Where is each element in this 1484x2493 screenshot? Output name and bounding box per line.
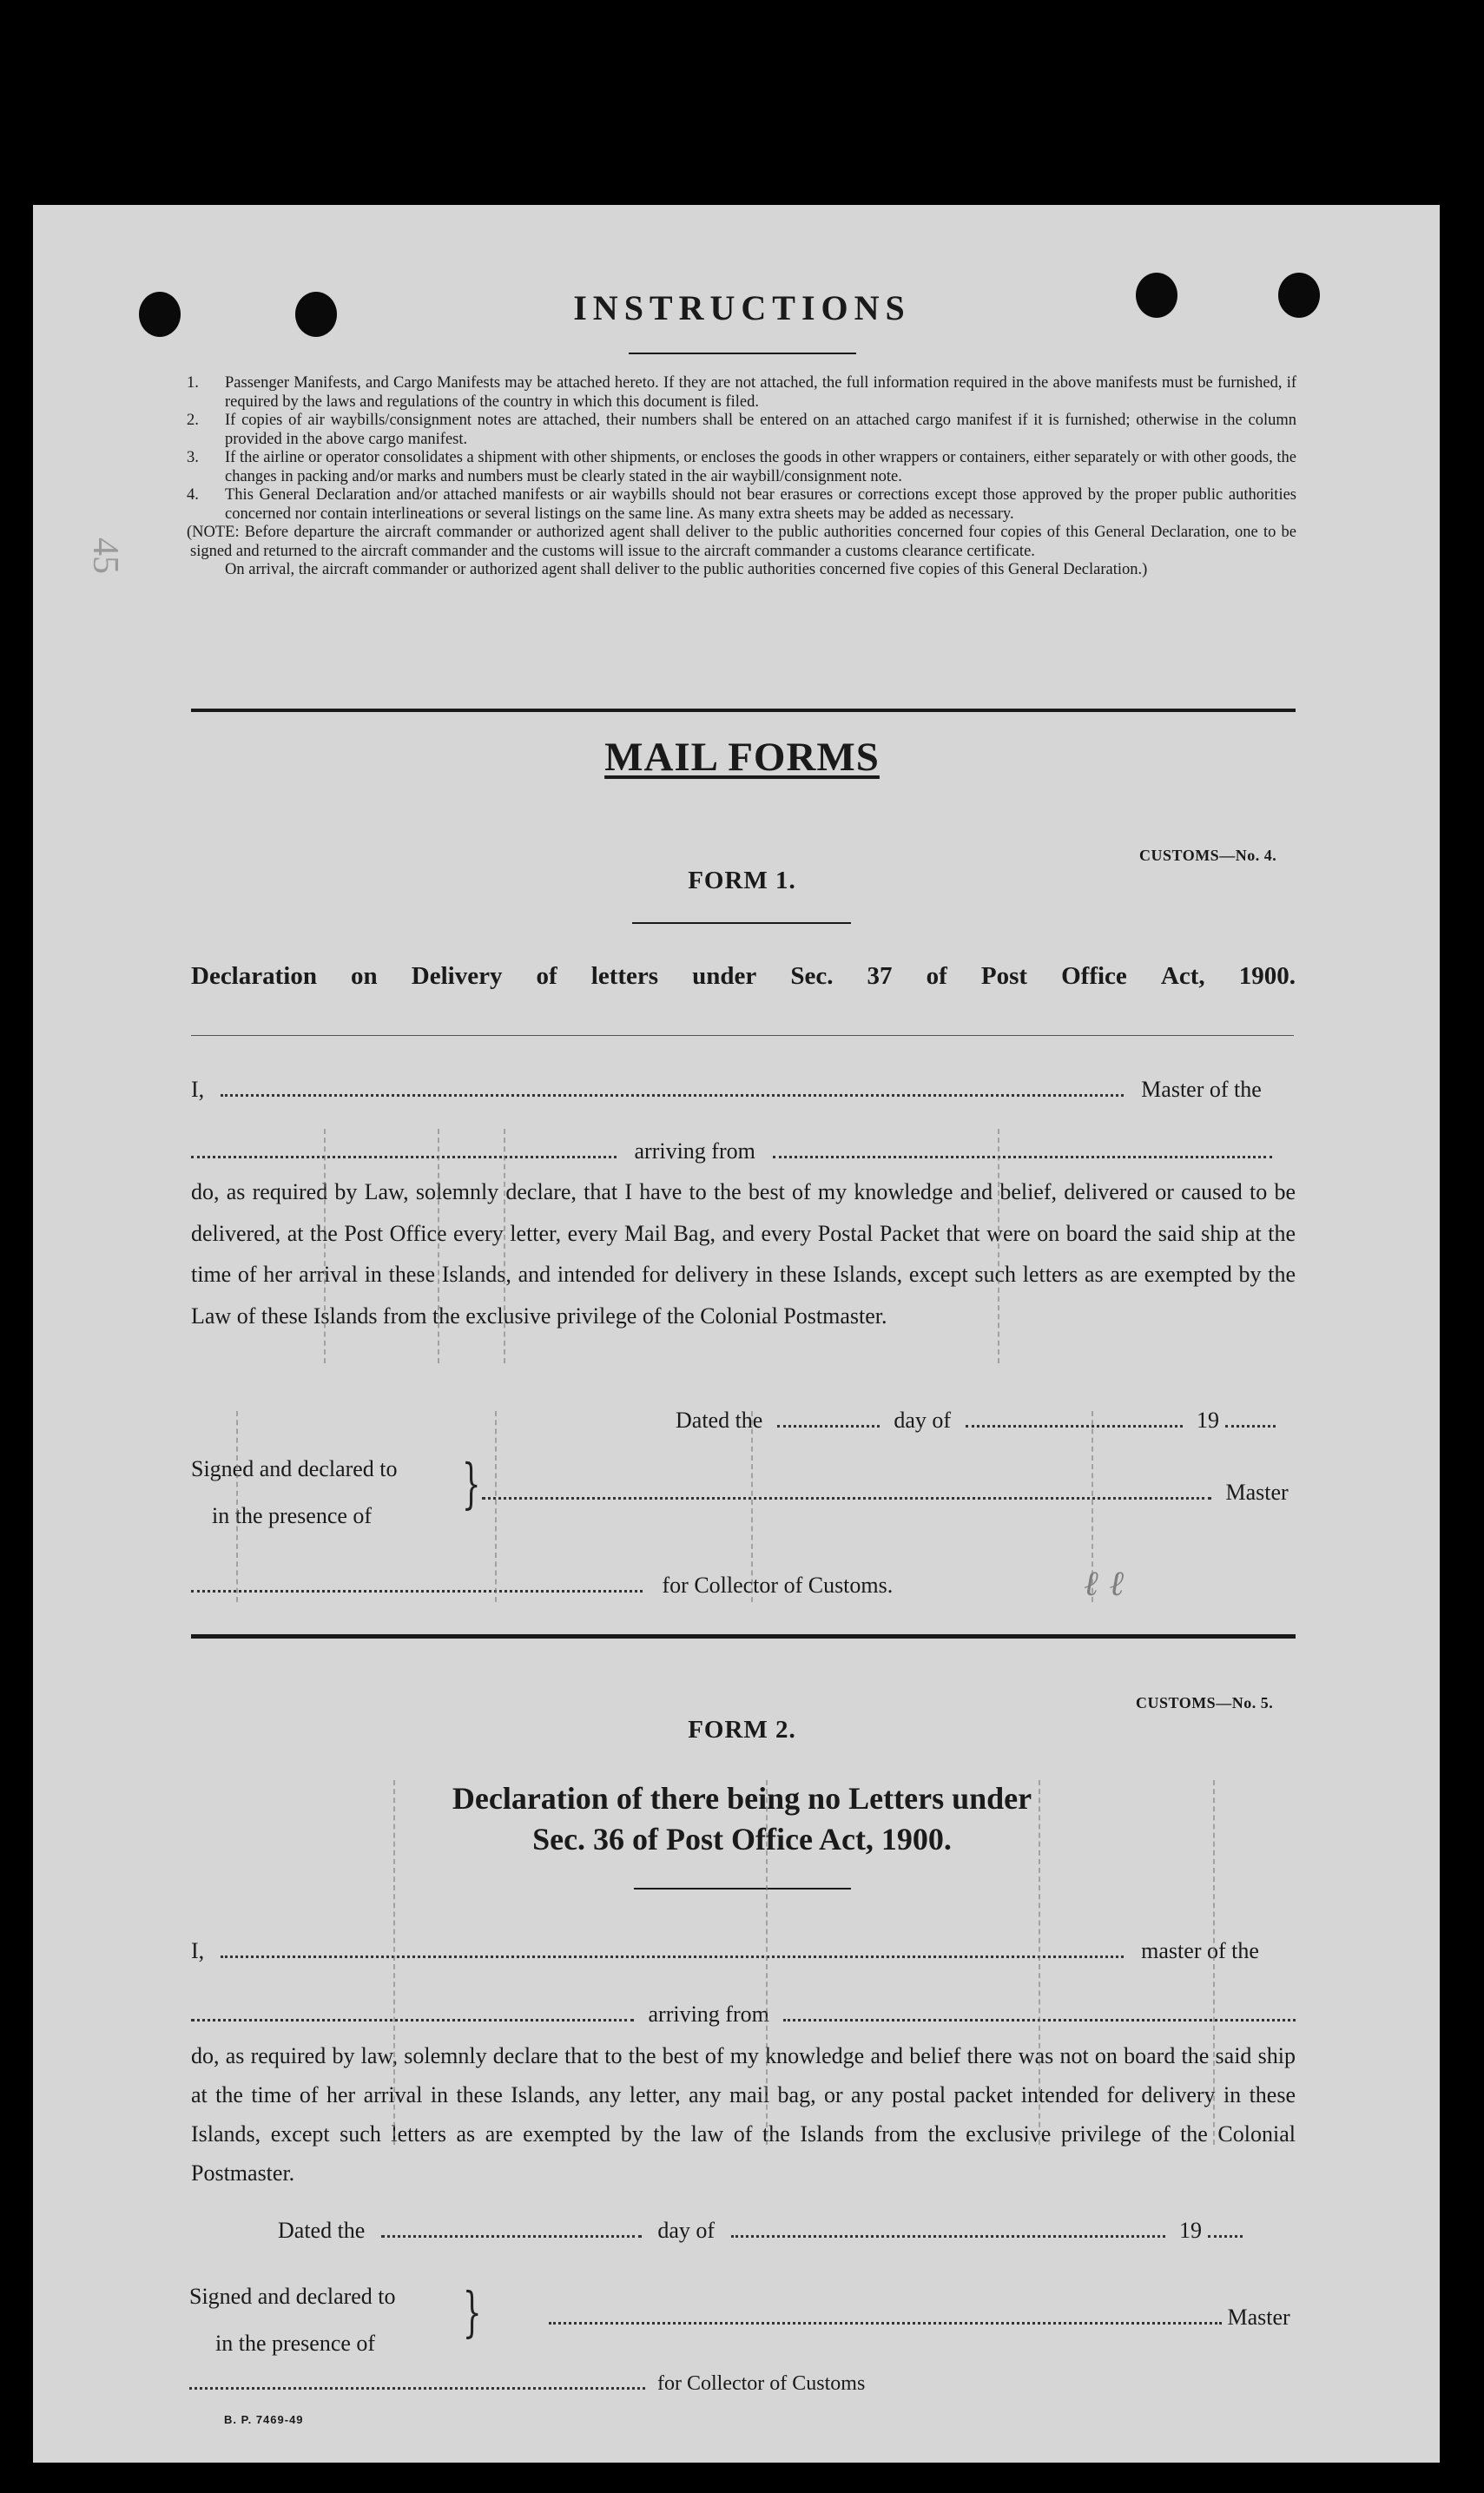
instruction-item: 1. Passenger Manifests, and Cargo Manifests may be attached hereto. If they are not attached, the full information required in the above manifests must be furnished, if required by the laws and regulations of the country in which this document is filed.	[187, 374, 1296, 411]
scan-guide-line	[766, 1780, 768, 2145]
form2-declaration-title: Declaration of there being no Letters under Sec. 36 of Post Office Act, 1900.	[452, 1781, 1032, 1857]
form1-date-day-field[interactable]	[777, 1416, 880, 1428]
form2-heading-rule	[634, 1888, 851, 1890]
form2-dated-line: Dated the day of 19	[278, 2218, 1243, 2244]
form1-arriving-line: arriving from	[191, 1138, 1296, 1164]
form1-presence-label: in the presence of	[212, 1503, 373, 1528]
instruction-item: 4. This General Declaration and/or attached manifests or air waybills should not bear erasures or corrections except those approved by the proper public authorities concerned nor contain interlineations or several listings on the same line. As many extra sheets may be added as necessary.	[187, 486, 1296, 523]
form2-ship-field[interactable]	[191, 2010, 634, 2021]
scan-guide-line	[236, 1411, 238, 1602]
form1-collector-field[interactable]	[191, 1581, 643, 1593]
form2-master-field[interactable]	[549, 2313, 1222, 2325]
scan-guide-line	[1213, 1780, 1215, 2145]
form-divider	[191, 1634, 1296, 1639]
form2-brace: }	[462, 2280, 482, 2344]
margin-number: 45	[85, 538, 125, 574]
scan-guide-line	[324, 1129, 326, 1363]
form1-date-month-field[interactable]	[966, 1416, 1183, 1428]
form2-master-line: Master	[549, 2305, 1290, 2331]
form1-master-line: Master	[482, 1480, 1289, 1506]
printer-code: B. P. 7469-49	[224, 2413, 304, 2426]
form2-customs-number: CUSTOMS—No. 5.	[1136, 1694, 1274, 1711]
form1-paragraph: do, as required by Law, solemnly declare, that I have to the best of my knowledge and belief, delivered or caused to be delivered, at the Post Office every letter, every Mail Bag, and every Postal Packet that were on board the said ship at the time of her arrival in these Islands, and intended for delivery in these Islands, except such letters as are exempted by the Law of these Islands from the exclusive privilege of the Colonial Postmaster.	[191, 1179, 1296, 1329]
form2-year-field[interactable]	[1208, 2226, 1243, 2238]
form2-paragraph: do, as required by law, solemnly declare that to the best of my knowledge and belief there was not on board the said ship at the time of her arrival in these Islands, any letter, any mail bag, or any postal packet intended for delivery in these Islands, except such letters as are exempted by the law of the Islands from the exclusive privilege of the Colonial Postmaster.	[191, 2043, 1296, 2186]
scan-guide-line	[504, 1129, 505, 1363]
scan-guide-line	[751, 1411, 753, 1602]
mail-forms-title: MAIL FORMS	[604, 735, 880, 780]
form1-master-field[interactable]	[482, 1488, 1211, 1500]
form2-name-line: I, master of the	[191, 1938, 1259, 1963]
form1-year-field[interactable]	[1225, 1416, 1276, 1428]
form2-arriving-line: arriving from	[191, 2002, 1296, 2028]
form2-name-field[interactable]	[221, 1947, 1124, 1958]
instruction-item: 3. If the airline or operator consolidates a shipment with other shipments, or encloses the goods in other wrappers or containers, either separately or with other goods, the changes in packing and/or marks and numbers must be clearly stated in the air waybill/consignment note.	[187, 449, 1296, 485]
form1-arriving-from-field[interactable]	[773, 1147, 1272, 1158]
instructions-title: INSTRUCTIONS	[573, 288, 911, 327]
form1-collector-line: for Collector of Customs.	[191, 1573, 893, 1599]
form1-heading-rule	[632, 922, 851, 924]
form1-heading: FORM 1.	[688, 867, 796, 894]
form1-ship-field[interactable]	[191, 1147, 617, 1158]
form1-declaration-title: Declaration on Delivery of letters under Sec. 37 of Post Office Act, 1900.	[191, 962, 1296, 990]
form2-collector-field[interactable]	[189, 2378, 645, 2390]
form2-date-day-field[interactable]	[381, 2226, 642, 2238]
scan-guide-line	[495, 1411, 497, 1602]
instruction-note: (NOTE: Before departure the aircraft commander or authorized agent shall deliver to the public authorities concerned four copies of this General Declaration, one to be signed and returned to the aircraft commander and the customs will issue to the aircraft commander a customs clearance certificate.	[187, 524, 1296, 560]
form2-signed-label: Signed and declared to	[189, 2284, 396, 2309]
instructions-title-rule	[629, 353, 856, 354]
form1-dated-line: Dated the day of 19	[676, 1408, 1276, 1434]
scan-guide-line	[1039, 1780, 1040, 2145]
section-divider	[191, 709, 1296, 712]
form2-date-month-field[interactable]	[731, 2226, 1165, 2238]
form1-title-rule	[191, 1035, 1294, 1036]
instructions-list	[187, 374, 1296, 580]
form1-name-line: I, Master of the	[191, 1077, 1262, 1102]
form1-signed-label: Signed and declared to	[191, 1456, 398, 1481]
form1-customs-number: CUSTOMS—No. 4.	[1139, 847, 1277, 864]
form2-collector-line: for Collector of Customs	[189, 2372, 865, 2396]
scan-guide-line	[998, 1129, 999, 1363]
handwritten-mark: ℓ ℓ	[1084, 1564, 1125, 1604]
instruction-item: 2. If copies of air waybills/consignment notes are attached, their numbers shall be entered on an attached cargo manifest if it is furnished; otherwise in the column provided in the above cargo manifest.	[187, 412, 1296, 448]
instruction-note-arrival: On arrival, the aircraft commander or authorized agent shall deliver to the public authorities concerned five copies of this General Declaration.)	[225, 561, 1148, 578]
form1-brace: }	[461, 1452, 481, 1515]
scan-guide-line	[438, 1129, 439, 1363]
form1-name-field[interactable]	[221, 1085, 1124, 1097]
scan-guide-line	[393, 1780, 395, 2145]
form2-heading: FORM 2.	[688, 1716, 796, 1744]
form2-presence-label: in the presence of	[215, 2331, 376, 2356]
